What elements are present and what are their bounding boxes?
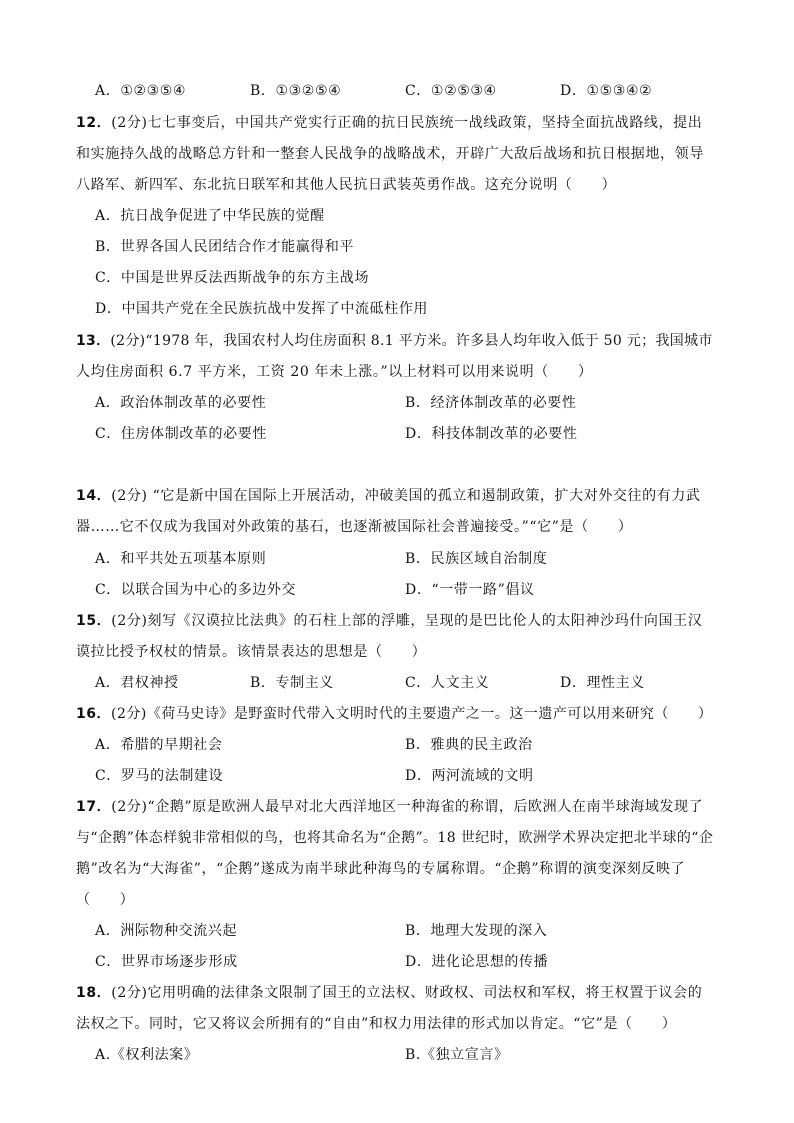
option-text: 洲际物种交流兴起 — [120, 923, 238, 939]
option-a — [95, 205, 325, 227]
option-b — [250, 672, 334, 694]
option-text: 世界各国人民团结合作才能赢得和平 — [120, 239, 355, 255]
option-text: 君权神授 — [120, 675, 179, 691]
option-letter: B． — [405, 551, 431, 567]
option-d — [560, 672, 645, 694]
question-text: “它是新中国在国际上开展活动，冲破美国的孤立和遏制政策，扩大对外交往的有力武 — [147, 488, 701, 504]
option-d — [560, 80, 652, 102]
question-12-line-2: 和实施持久战的战略总方针和一整套人民战争的战略战术，开辟广大敌后战场和抗日根据地，领导 — [76, 146, 704, 162]
question-15-line-2: 谟拉比授予权杖的情景。该情景表达的思想是（ ） — [76, 644, 427, 660]
option-d — [405, 951, 548, 973]
question-15-line-1 — [76, 610, 714, 632]
question-text: 刻写《汉谟拉比法典》的石柱上部的浮雕，呈现的是巴比伦人的太阳神沙玛什向国王汉 — [147, 613, 703, 629]
option-letter: B． — [405, 923, 431, 939]
question-13-line-1 — [76, 330, 714, 352]
question-17-line-3: 鹅”改名为“大海雀”，“企鹅”遂成为南半球此种海鸟的专属称谓。“企鹅”称谓的演变深刻反映了 — [76, 861, 686, 877]
option-d — [405, 579, 535, 601]
option-c — [405, 80, 497, 102]
option-text: ①③②⑤④ — [275, 83, 342, 99]
option-text: 《权利法案》 — [110, 1047, 199, 1063]
question-score: (2分) — [111, 115, 148, 131]
option-text: 两河流域的文明 — [431, 768, 534, 784]
option-a — [95, 672, 179, 694]
option-letter: B． — [95, 239, 121, 255]
question-score: (2分) — [111, 488, 148, 504]
question-12-line-1 — [76, 112, 714, 134]
option-c — [95, 951, 238, 973]
option-text: ①⑤③④② — [586, 83, 653, 99]
option-letter: B． — [405, 737, 431, 753]
option-b — [405, 734, 533, 756]
question-18-line-2: 法权之下。同时，它又将议会所拥有的“自由”和权力用法律的形式加以肯定。“它”是（ ） — [76, 1016, 677, 1032]
option-letter: C． — [405, 675, 431, 691]
question-number: 14． — [76, 488, 112, 504]
option-letter: A． — [95, 208, 121, 224]
question-number: 18． — [76, 985, 112, 1001]
question-text: “1978 年，我国农村人均住房面积 8.1 平方米。许多县人均年收入低于 50 元；我国城市 — [145, 333, 713, 349]
question-score: (2分) — [111, 985, 148, 1001]
question-score: (2分) — [111, 799, 148, 815]
option-b — [250, 80, 341, 102]
option-text: 和平共处五项基本原则 — [120, 551, 267, 567]
option-letter: A． — [95, 737, 121, 753]
option-b — [405, 392, 577, 414]
option-text: 进化论思想的传播 — [431, 954, 549, 970]
question-number: 16． — [76, 706, 111, 722]
option-letter: A． — [95, 923, 121, 939]
question-number: 12． — [76, 115, 112, 131]
option-text: 中国是世界反法西斯战争的东方主战场 — [120, 270, 370, 286]
option-text: 理性主义 — [586, 675, 645, 691]
option-d — [405, 423, 577, 445]
question-text: 《荷马史诗》是野蛮时代带入文明时代的主要遗产之一。这一遗产可以用来研究（ ） — [146, 706, 713, 722]
option-b — [405, 920, 547, 942]
option-text: 抗日战争促进了中华民族的觉醒 — [120, 208, 325, 224]
question-17-line-4: （ ） — [76, 892, 135, 908]
option-a — [95, 392, 266, 414]
option-c — [405, 672, 489, 694]
option-text: 《独立宣言》 — [420, 1047, 509, 1063]
option-text: 科技体制改革的必要性 — [431, 426, 578, 442]
option-letter: D． — [95, 301, 122, 317]
option-text: ①②⑤③④ — [430, 83, 497, 99]
option-text: 专制主义 — [275, 675, 334, 691]
option-letter: A． — [95, 675, 121, 691]
option-c — [95, 765, 223, 787]
option-text: 人文主义 — [430, 675, 490, 691]
option-letter: A. — [95, 1047, 111, 1063]
question-text: 七七事变后，中国共产党实行正确的抗日民族统一战线政策，坚持全面抗战路线，提出 — [147, 115, 703, 131]
option-letter: B． — [405, 395, 431, 411]
question-14-line-1 — [76, 485, 714, 507]
option-letter: D． — [560, 83, 587, 99]
option-letter: C． — [95, 582, 121, 598]
option-letter: A． — [95, 83, 121, 99]
option-letter: C． — [405, 83, 431, 99]
option-d — [95, 298, 428, 320]
question-18-line-1 — [76, 982, 714, 1004]
option-text: 世界市场逐步形成 — [120, 954, 238, 970]
option-text: 政治体制改革的必要性 — [120, 395, 267, 411]
option-text: 经济体制改革的必要性 — [430, 395, 577, 411]
question-number: 13． — [76, 333, 111, 349]
option-letter: B． — [250, 83, 276, 99]
question-text: 它用明确的法律条文限制了国王的立法权、财政权、司法权和军权，将王权置于议会的 — [147, 985, 703, 1001]
option-c — [95, 267, 369, 289]
question-17-line-2: 与“企鹅”体态样貌非常相似的鸟，也将其命名为“企鹅”。18 世纪时，欧洲学术界决定把北半球的“企 — [76, 830, 714, 846]
option-letter: C． — [95, 426, 121, 442]
question-14-line-2: 器……它不仅成为我国对外政策的基石，也逐渐被国际社会普遍接受。”“它”是（ ） — [76, 519, 633, 535]
option-b — [95, 236, 354, 258]
option-letter: C． — [95, 768, 121, 784]
option-text: 地理大发现的深入 — [430, 923, 548, 939]
option-letter: D． — [405, 426, 432, 442]
option-text: 希腊的早期社会 — [120, 737, 223, 753]
option-letter: D． — [405, 582, 432, 598]
option-a — [95, 1044, 198, 1066]
option-letter: A． — [95, 395, 121, 411]
option-c — [95, 579, 296, 601]
option-text: 罗马的法制建设 — [120, 768, 224, 784]
option-letter: D． — [560, 675, 587, 691]
option-a — [95, 734, 223, 756]
question-score: (2分) — [111, 613, 148, 629]
question-number: 15． — [76, 613, 112, 629]
option-letter: C． — [95, 270, 121, 286]
question-number: 17． — [76, 799, 112, 815]
option-a — [95, 920, 237, 942]
option-letter: D． — [405, 954, 432, 970]
option-d — [405, 765, 534, 787]
option-text: 民族区域自治制度 — [430, 551, 548, 567]
option-c — [95, 423, 267, 445]
option-letter: C． — [95, 954, 121, 970]
question-13-line-2: 人均住房面积 6.7 平方米，工资 20 年未上涨。”以上材料可以用来说明（ ） — [76, 364, 593, 380]
option-text: “一带一路”倡议 — [431, 582, 535, 598]
question-17-line-1 — [76, 796, 714, 818]
option-text: 中国共产党在全民族抗战中发挥了中流砥柱作用 — [121, 301, 429, 317]
option-letter: D． — [405, 768, 432, 784]
option-letter: B. — [405, 1047, 421, 1063]
question-16-line-1 — [76, 703, 714, 725]
option-text: 雅典的民主政治 — [430, 737, 533, 753]
option-letter: B． — [250, 675, 276, 691]
question-score: (2分) — [110, 706, 147, 722]
option-text: 住房体制改革的必要性 — [120, 426, 267, 442]
option-b — [405, 548, 547, 570]
option-b — [405, 1044, 509, 1066]
question-12-line-3: 八路军、新四军、东北抗日联军和其他人民抗日武装英勇作战。这充分说明（ ） — [76, 177, 617, 193]
option-text: 以联合国为中心的多边外交 — [120, 582, 297, 598]
option-a — [95, 548, 266, 570]
option-text: ①②③⑤④ — [120, 83, 187, 99]
option-a — [95, 80, 186, 102]
question-text: “企鹅”原是欧洲人最早对北大西洋地区一种海雀的称谓，后欧洲人在南半球海域发现了 — [147, 799, 704, 815]
option-letter: A． — [95, 551, 121, 567]
question-score: (2分) — [110, 333, 146, 349]
